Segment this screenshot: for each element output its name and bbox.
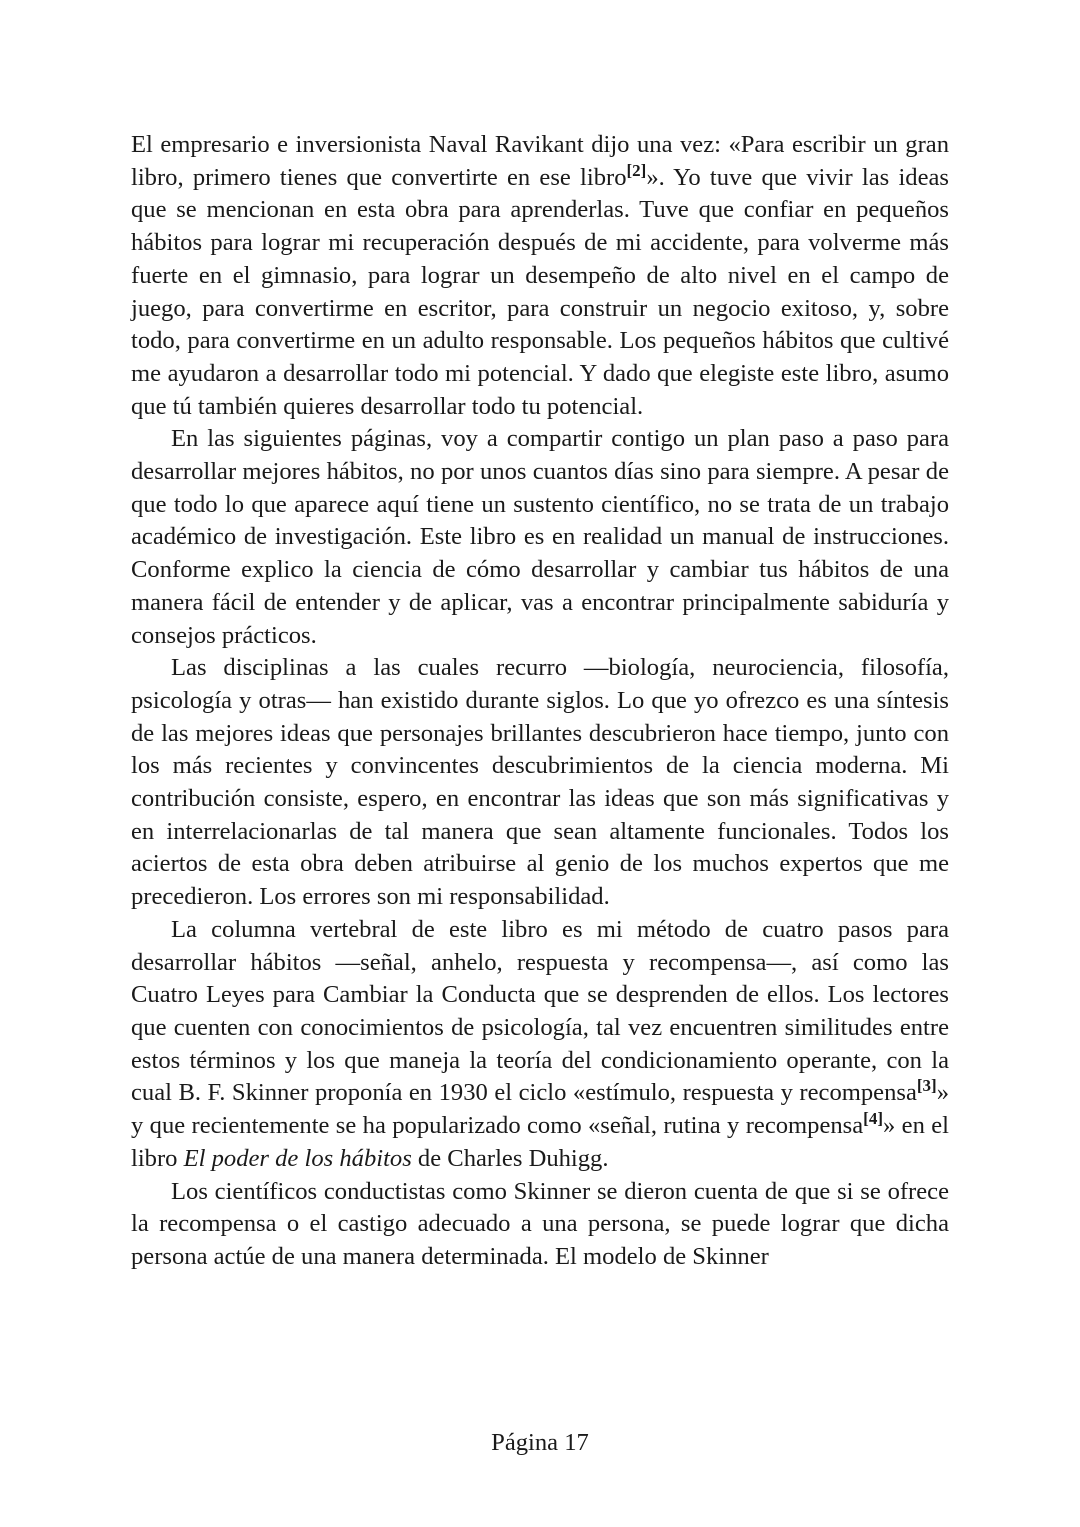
text-run: Las disciplinas a las cuales recurro —biología, neurociencia, filosofía, psicología y otras— han existido durante siglos. Lo que yo ofrezco es una síntesis de las mejores ideas que personajes brillantes descubrieron hace tiempo, junto con los más recientes y convincentes descubrimientos de la ciencia moderna. Mi contribución consiste, espero, en encontrar las ideas que son más significativas y en interrelacionarlas de tal manera que sean altamente funcionales. Todos los aciertos de esta obra deben atribuirse al genio de los muchos expertos que me precedieron. Los errores son mi responsabilidad. [131,654,949,911]
text-run: El empresario e inversionista Naval Ravikant dijo una vez: «Para escribir un gran libro, primero tienes que convertirte en ese libro [131,131,949,191]
text-run: En las siguientes páginas, voy a compartir contigo un plan paso a paso para desarrollar mejores hábitos, no por unos cuantos días sino para siempre. A pesar de que todo lo que aparece aquí tiene un sustento científico, no se trata de un trabajo académico de investigación. Este libro es en realidad un manual de instrucciones. Conforme explico la ciencia de cómo desarrollar y cambiar tus hábitos de una manera fácil de entender y de aplicar, vas a encontrar principalmente sabiduría y consejos prácticos. [131,425,949,649]
footnote-ref: [2] [626,160,647,180]
text-run: » y que recientemente se ha popularizado como «señal, rutina y recompensa [131,1079,949,1140]
body-text [131,129,949,1274]
book-title-italic: El poder de los hábitos [183,1144,412,1172]
paragraph [131,914,949,1176]
footnote-ref: [4] [863,1108,883,1128]
text-run: » en el libro [131,1112,949,1172]
page-number: Página 17 [491,1429,589,1456]
paragraph [131,652,949,914]
text-run: Los científicos conductistas como Skinner se dieron cuenta de que si se ofrece la recompensa o el castigo adecuado a una persona, se puede lograr que dicha persona actúe de una manera determinada. El modelo de Skinner [131,1177,949,1270]
text-run: La columna vertebral de este libro es mi método de cuatro pasos para desarrollar hábitos —señal, anhelo, respuesta y recompensa—, así como las Cuatro Leyes para Cambiar la Conducta que se desprenden de ellos. Los lectores que cuenten con conocimientos de psicología, tal vez encuentren similitudes entre estos términos y los que maneja la teoría del condicionamiento operante, con la cual B. F. Skinner proponía en 1930 el ciclo «estímulo, respuesta y recompensa [131,915,949,1107]
text-run: de Charles Duhigg. [411,1144,609,1172]
paragraph [131,1176,949,1274]
text-run: ». Yo tuve que vivir las ideas que se mencionan en esta obra para aprenderlas. Tuve que confiar en pequeños hábitos para lograr mi recuperación después de mi accidente, para volverme más fuerte en el gimnasio, para lograr un desempeño de alto nivel en el campo de juego, para convertirme en escritor, para construir un negocio exitoso, y, sobre todo, para convertirme en un adulto responsable. Los pequeños hábitos que cultivé me ayudaron a desarrollar todo mi potencial. Y dado que elegiste este libro, asumo que tú también quieres desarrollar todo tu potencial. [131,163,949,420]
paragraph [131,129,949,423]
paragraph [131,423,949,652]
footnote-ref: [3] [916,1076,937,1096]
